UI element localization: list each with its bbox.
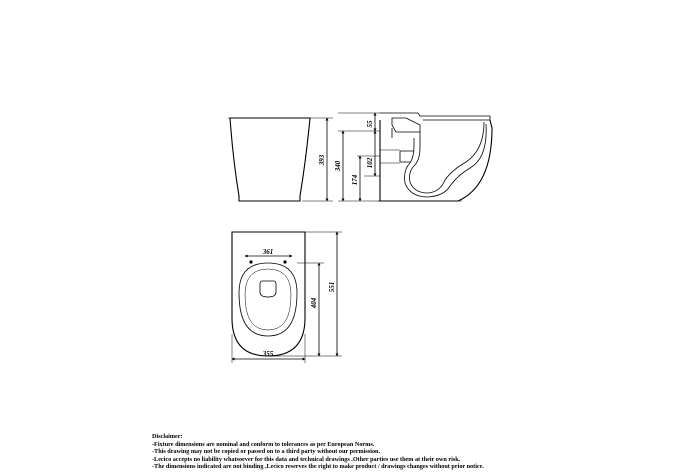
side-outlet-height-label: 174 [351, 174, 359, 186]
side-height-label: 340 [334, 160, 342, 172]
front-height-label: 393 [318, 154, 326, 166]
side-view-trapway [410, 122, 485, 193]
disclaimer [152, 433, 672, 471]
disclaimer-line: -Lecico accepts no liability whatsoever for this data and technical drawings .Other parties use them at their own risk. [152, 455, 461, 463]
disclaimer-line: -This drawing may not be copied or passed on to a third party without our permission. [152, 448, 381, 456]
plan-view-flush-opening [260, 281, 276, 297]
side-top-gap-label: 55 [366, 120, 374, 128]
side-outlet-offset-label: 102 [366, 157, 374, 169]
plan-view-fixing-hole-left [249, 260, 252, 263]
plan-holes-spacing-label: 361 [262, 248, 274, 256]
plan-view-seat [239, 263, 297, 336]
plan-inner-length-label: 404 [310, 297, 318, 309]
plan-view-fixing-hole-right [283, 260, 286, 263]
plan-view [232, 232, 342, 363]
front-view-outline [230, 118, 310, 201]
disclaimer-line: -The dimensions indicated are not binding ,Lecico reserves the right to make product / drawings changes without prior notice. [152, 463, 484, 471]
disclaimer-line: -Fixture dimensions are nominal and conform to tolerances as per European Norms. [152, 440, 375, 448]
front-view [228, 118, 333, 201]
side-view [334, 113, 492, 201]
plan-width-label: 355 [262, 350, 274, 358]
plan-length-label: 551 [328, 281, 336, 293]
side-view-seat [380, 113, 490, 120]
disclaimer-title: Disclaimer: [152, 433, 183, 440]
